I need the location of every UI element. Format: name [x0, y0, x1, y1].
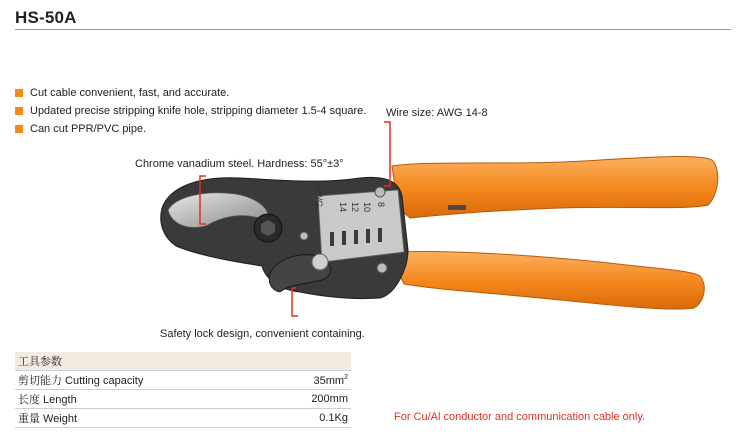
- spec-value: 200mm: [269, 390, 351, 409]
- wire-size-callout: Wire size: AWG 14-8: [386, 107, 488, 119]
- spec-table: [15, 352, 351, 428]
- upper-handle: [392, 157, 718, 218]
- spec-header-cell: 工具参数: [15, 352, 351, 371]
- spec-value: $35mm^2$: [269, 371, 351, 390]
- superscript: 2: [344, 373, 348, 381]
- awg-gauge-label: 10: [362, 202, 372, 213]
- feature-text: Cut cable convenient, fast, and accurate.: [30, 87, 230, 99]
- spec-label: 重量 Weight: [15, 409, 269, 428]
- awg-unit-label: AWG: [314, 186, 324, 208]
- stripping-plate: [318, 190, 404, 262]
- spec-table-header: [15, 352, 351, 371]
- spec-label: 长度 Length: [15, 390, 269, 409]
- lock-rivet: [312, 254, 328, 270]
- rivet: [300, 232, 308, 240]
- steel-callout: Chrome vanadium steel. Hardness: 55°±3°: [135, 158, 344, 170]
- feature-text: Can cut PPR/PVC pipe.: [30, 123, 147, 135]
- awg-gauge-label: 8: [376, 202, 386, 208]
- rivet: [375, 187, 385, 197]
- safety-lock-leader: [292, 288, 298, 316]
- feature-text: Updated precise stripping knife hole, stripping diameter 1.5-4 square.: [30, 105, 367, 117]
- page-title: HS-50A: [15, 8, 77, 27]
- rivet: [377, 263, 387, 273]
- awg-gauge-label: 14: [338, 202, 348, 213]
- safety-lock-callout: Safety lock design, convenient containing.: [160, 328, 365, 340]
- lower-handle: [396, 251, 704, 309]
- table-row: [15, 371, 351, 390]
- table-row: [15, 390, 351, 409]
- table-row: [15, 409, 351, 428]
- spec-value: 0.1Kg: [269, 409, 351, 428]
- usage-note: For Cu/Al conductor and communication cable only.: [394, 411, 646, 423]
- spec-label: 剪切能力 Cutting capacity: [15, 371, 269, 390]
- wire-size-leader: [384, 122, 390, 186]
- handle-latch: [448, 205, 466, 210]
- awg-gauge-label: 12: [350, 202, 360, 213]
